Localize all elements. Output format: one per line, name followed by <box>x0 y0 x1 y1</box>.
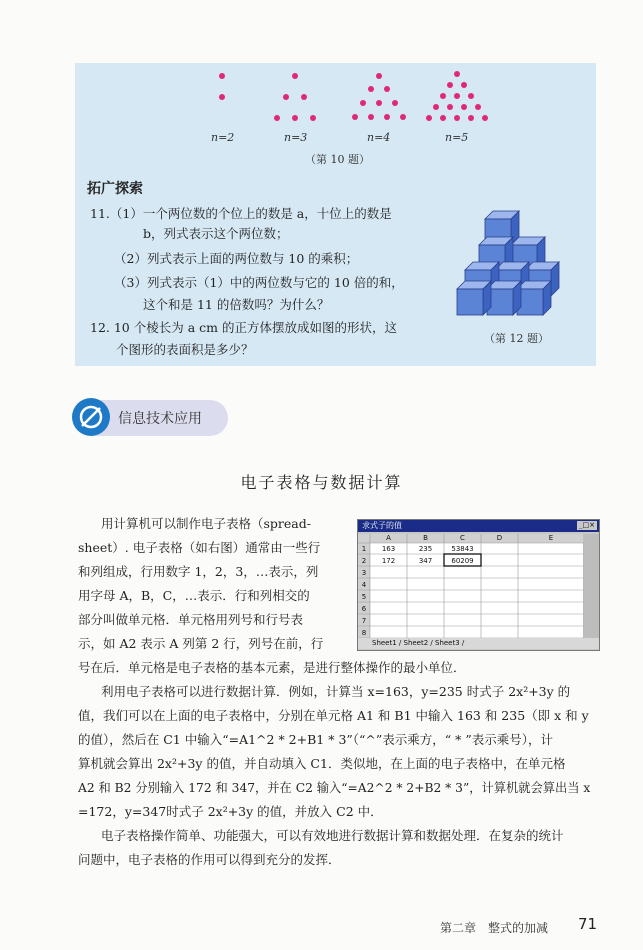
q11-3b: 这个和是 11 的倍数吗？为什么？ <box>143 297 330 312</box>
body-line-8: 利用电子表格可以进行数据计算．例如，计算当 x=163，y=235 时式子 2x²+3y 的 <box>101 684 571 699</box>
col-b: B <box>423 534 428 542</box>
col-a: A <box>386 534 391 542</box>
cell-b2: 347 <box>418 557 433 565</box>
body-line-13: =172，y=347时式子 2x²+3y 的值，并放入 C2 中． <box>78 804 383 819</box>
body-line-15: 问题中，电子表格的作用可以得到充分的发挥． <box>78 852 341 867</box>
body-line-12: A2 和 B2 分别输入 172 和 347，并在 C2 输入“=A2^2 * 2+B2 * 3”，计算机就会算出当 x <box>78 781 591 795</box>
q11-2: （2）列式表示上面的两位数与 10 的乘积； <box>114 251 359 266</box>
chapter-footer: 第二章 整式的加减 <box>440 921 549 935</box>
cell-c2: 60209 <box>451 557 474 565</box>
q12a: 12. 10 个棱长为 a cm 的正方体摆放成如图的形状，这 <box>90 320 397 335</box>
label-n5: n=5 <box>445 131 469 144</box>
body-line-2: sheet）. 电子表格（如右图）通常由一些行 <box>78 540 321 555</box>
caption-12: （第 12 题） <box>484 332 549 345</box>
body-line-11: 算机就会算出 2x²+3y 的值，并自动填入 C1．类似地，在上面的电子表格中，在单元格 <box>78 756 566 771</box>
label-n3: n=3 <box>284 131 308 144</box>
row-8: 8 <box>361 629 367 637</box>
row-4: 4 <box>361 581 367 589</box>
cell-b1: 235 <box>418 545 433 553</box>
body-line-4: 用字母 A，B，C，…表示．行和列相交的 <box>78 588 310 603</box>
info-tech-heading: 信息技术应用 <box>118 411 202 427</box>
extension-heading: 拓广探索 <box>87 181 143 197</box>
spreadsheet-title: 求式子的值 <box>362 521 402 530</box>
cell-a2: 172 <box>381 557 396 565</box>
body-line-3: 和列组成，行用数字 1，2，3，…表示，列 <box>78 564 319 579</box>
window-controls-icon: _□× <box>579 521 595 529</box>
cell-c1: 53843 <box>451 545 474 553</box>
section-title: 电子表格与数据计算 <box>240 473 403 492</box>
caption-10: （第 10 题） <box>305 153 370 166</box>
row-3: 3 <box>361 569 367 577</box>
row-5: 5 <box>361 593 367 601</box>
row-2: 2 <box>361 557 367 565</box>
body-line-14: 电子表格操作简单、功能强大，可以有效地进行数据计算和数据处理．在复杂的统计 <box>101 828 564 843</box>
col-d: D <box>496 534 503 542</box>
q12b: 个图形的表面积是多少？ <box>116 342 254 357</box>
sheet-tabs: Sheet1 / Sheet2 / Sheet3 / <box>372 639 465 647</box>
cube-stack-figure <box>455 207 565 317</box>
label-n4: n=4 <box>367 131 391 144</box>
row-6: 6 <box>361 605 367 613</box>
q11-1b: b，列式表示这个两位数； <box>143 226 289 241</box>
row-7: 7 <box>361 617 367 625</box>
body-line-10: 的值），然后在 C1 中输入“=A1^2 * 2+B1 * 3”（“^”表示乘方，“ * ”表示乘号），计 <box>78 732 554 747</box>
row-1: 1 <box>361 545 367 553</box>
info-tech-icon <box>72 398 110 436</box>
q11-1a: 11.（1）一个两位数的个位上的数是 a，十位上的数是 <box>90 206 392 221</box>
body-line-1: 用计算机可以制作电子表格（spread- <box>101 516 311 531</box>
body-line-9: 值，我们可以在上面的电子表格中，分别在单元格 A1 和 B1 中输入 163 和 235（即 x 和 y <box>78 708 589 723</box>
spreadsheet-window <box>357 519 600 651</box>
col-e: E <box>548 534 554 542</box>
label-n2: n=2 <box>211 131 235 144</box>
body-line-5: 部分叫做单元格．单元格用列号和行号表 <box>78 612 304 627</box>
body-line-6: 示，如 A2 表示 A 列第 2 行，列号在前，行 <box>78 636 324 651</box>
page-number: 71 <box>578 915 598 933</box>
q11-3a: （3）列式表示（1）中的两位数与它的 10 倍的和， <box>114 275 404 290</box>
cell-a1: 163 <box>381 545 396 553</box>
col-c: C <box>460 534 465 542</box>
body-line-7: 号在后．单元格是电子表格的基本元素，是进行整体操作的最小单位． <box>78 660 466 675</box>
